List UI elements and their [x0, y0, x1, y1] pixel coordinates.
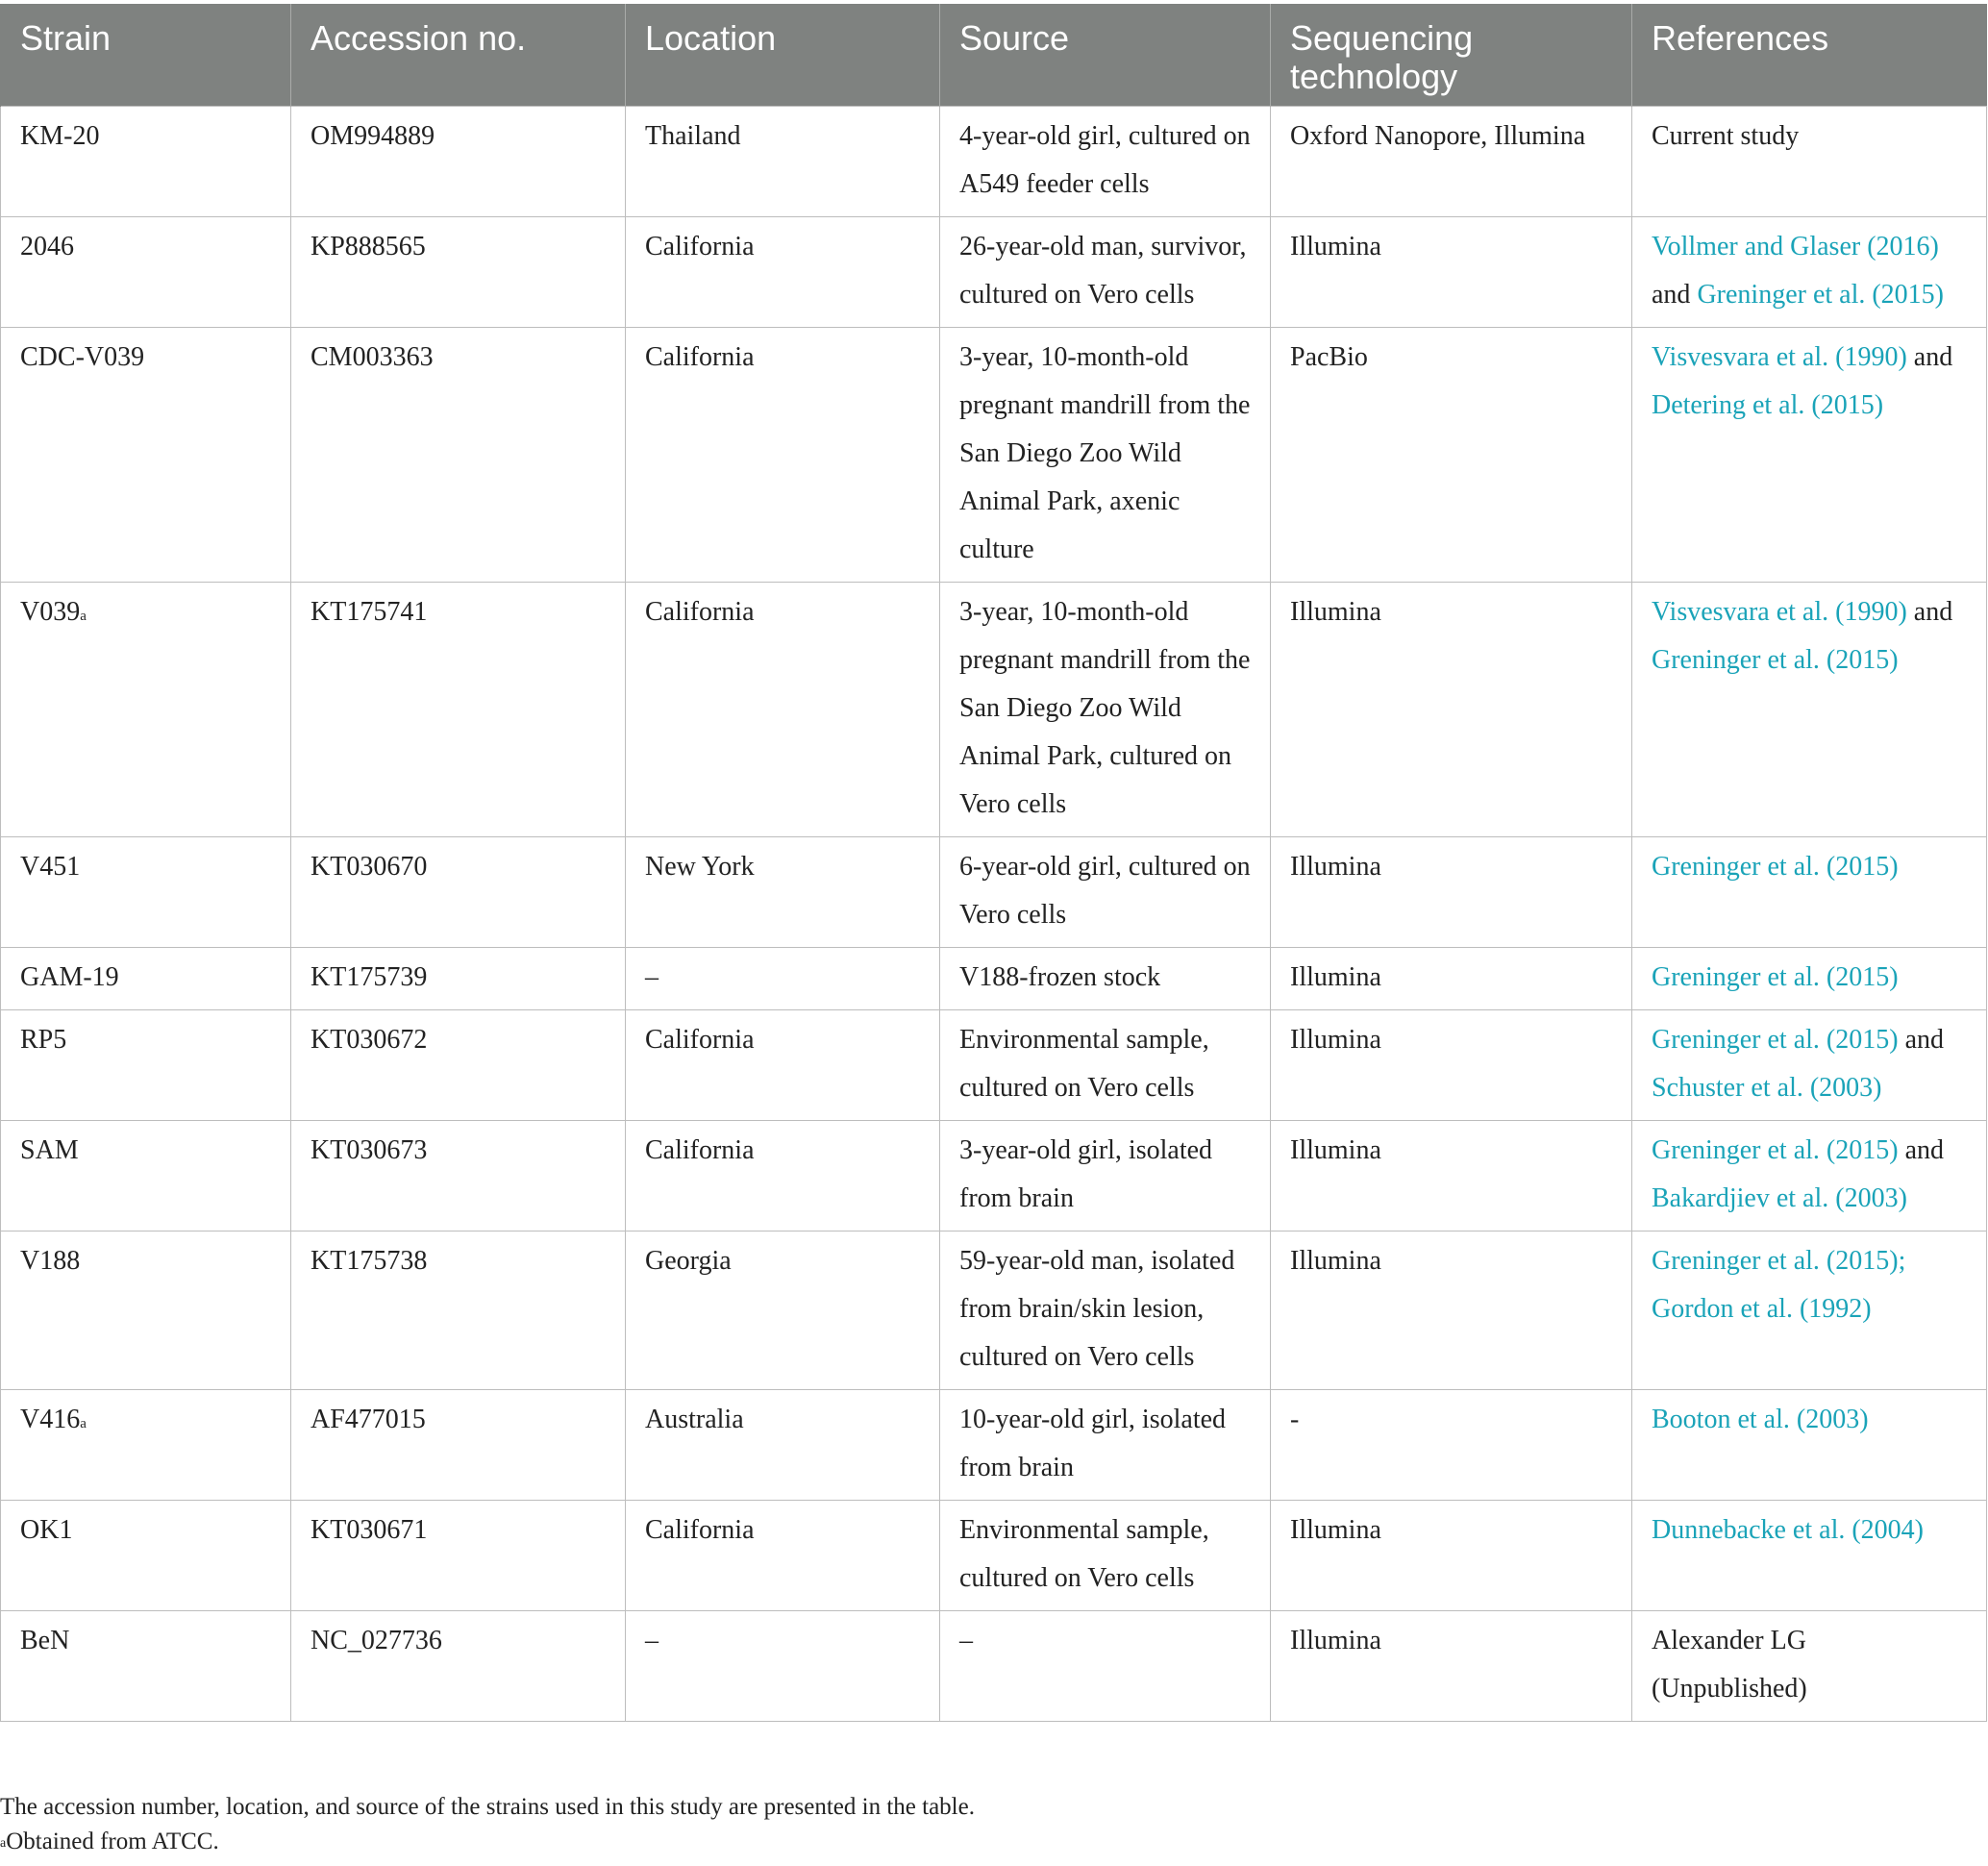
strain-name: KM-20 — [20, 121, 100, 151]
strain-name: SAM — [20, 1135, 79, 1165]
cell-sequencing-technology: Illumina — [1271, 1611, 1632, 1722]
reference-link[interactable]: Greninger et al. (2015) — [1697, 280, 1945, 310]
cell-sequencing-technology: Illumina — [1271, 837, 1632, 948]
header-location: Location — [626, 4, 940, 107]
table-header-row — [1, 4, 1987, 107]
strain-footnote-mark: a — [80, 1416, 87, 1431]
cell-strain — [1, 1390, 291, 1501]
cell-source: 6-year-old girl, cultured on Vero cells — [940, 837, 1271, 948]
cell-accession: KT030672 — [291, 1010, 626, 1121]
reference-text: and — [1906, 342, 1953, 372]
cell-source: 10-year-old girl, isolated from brain — [940, 1390, 1271, 1501]
cell-source: Environmental sample, cultured on Vero cells — [940, 1010, 1271, 1121]
reference-text: and — [1652, 280, 1698, 310]
reference-link[interactable]: Greninger et al. (2015) — [1652, 852, 1899, 882]
header-sequencing-technology: Sequencing technology — [1271, 4, 1632, 107]
reference-link[interactable]: Dunnebacke et al. (2004) — [1652, 1515, 1924, 1545]
cell-references — [1632, 217, 1987, 328]
reference-link[interactable]: Greninger et al. (2015) — [1652, 645, 1899, 675]
cell-location: – — [626, 1611, 940, 1722]
cell-strain — [1, 217, 291, 328]
cell-strain — [1, 837, 291, 948]
cell-accession: KT030671 — [291, 1501, 626, 1611]
cell-references — [1632, 107, 1987, 217]
footnote-a-mark: a — [0, 1836, 7, 1851]
cell-source: 59-year-old man, isolated from brain/skin lesion, cultured on Vero cells — [940, 1232, 1271, 1390]
cell-sequencing-technology: Illumina — [1271, 583, 1632, 837]
cell-location: California — [626, 1010, 940, 1121]
cell-source: 26-year-old man, survivor, cultured on Vero cells — [940, 217, 1271, 328]
table-row — [1, 1501, 1987, 1611]
cell-accession: KP888565 — [291, 217, 626, 328]
strain-table-container — [0, 4, 1986, 1722]
cell-references — [1632, 1390, 1987, 1501]
strain-name: V451 — [20, 852, 81, 882]
cell-sequencing-technology: Illumina — [1271, 217, 1632, 328]
reference-link[interactable]: Greninger et al. (2015) — [1652, 1025, 1899, 1055]
footnote-note: The accession number, location, and source of the strains used in this study are presented in the table. — [0, 1794, 975, 1820]
reference-link[interactable]: Visvesvara et al. (1990) — [1652, 342, 1907, 372]
cell-accession: OM994889 — [291, 107, 626, 217]
table-row — [1, 107, 1987, 217]
cell-accession: CM003363 — [291, 328, 626, 583]
header-accession: Accession no. — [291, 4, 626, 107]
cell-accession: NC_027736 — [291, 1611, 626, 1722]
cell-location: Georgia — [626, 1232, 940, 1390]
cell-strain — [1, 1501, 291, 1611]
cell-location: California — [626, 328, 940, 583]
table-row — [1, 948, 1987, 1010]
reference-text: and — [1898, 1025, 1945, 1055]
cell-source: V188-frozen stock — [940, 948, 1271, 1010]
cell-sequencing-technology: Illumina — [1271, 948, 1632, 1010]
cell-references — [1632, 837, 1987, 948]
cell-strain — [1, 1611, 291, 1722]
table-row — [1, 583, 1987, 837]
table-row — [1, 837, 1987, 948]
cell-accession: KT175741 — [291, 583, 626, 837]
strain-name: GAM-19 — [20, 962, 119, 992]
reference-text: and — [1898, 1135, 1945, 1165]
footnote-a — [0, 1825, 975, 1859]
cell-strain — [1, 328, 291, 583]
cell-references — [1632, 1611, 1987, 1722]
table-body — [1, 107, 1987, 1722]
cell-location: California — [626, 1501, 940, 1611]
footnote-a-text: Obtained from ATCC. — [6, 1829, 219, 1854]
cell-sequencing-technology: Illumina — [1271, 1121, 1632, 1232]
table-footnotes — [0, 1790, 975, 1859]
cell-strain — [1, 1121, 291, 1232]
cell-source: 3-year-old girl, isolated from brain — [940, 1121, 1271, 1232]
table-row — [1, 1232, 1987, 1390]
reference-link[interactable]: Vollmer and Glaser (2016) — [1652, 232, 1939, 261]
reference-link[interactable]: Booton et al. (2003) — [1652, 1405, 1869, 1434]
cell-location: New York — [626, 837, 940, 948]
strain-footnote-mark: a — [80, 609, 87, 624]
reference-link[interactable]: Greninger et al. (2015); — [1652, 1246, 1906, 1276]
cell-sequencing-technology: Illumina — [1271, 1010, 1632, 1121]
cell-source: Environmental sample, cultured on Vero cells — [940, 1501, 1271, 1611]
cell-location: California — [626, 1121, 940, 1232]
cell-source: 3-year, 10-month-old pregnant mandrill from the San Diego Zoo Wild Animal Park, cultured on Vero cells — [940, 583, 1271, 837]
strain-name: 2046 — [20, 232, 74, 261]
table-row — [1, 217, 1987, 328]
reference-link[interactable]: Greninger et al. (2015) — [1652, 962, 1899, 992]
cell-sequencing-technology: Illumina — [1271, 1232, 1632, 1390]
cell-sequencing-technology: PacBio — [1271, 328, 1632, 583]
table-row — [1, 1390, 1987, 1501]
strain-name: CDC-V039 — [20, 342, 145, 372]
cell-location: Australia — [626, 1390, 940, 1501]
header-source: Source — [940, 4, 1271, 107]
header-references: References — [1632, 4, 1987, 107]
cell-references — [1632, 948, 1987, 1010]
strain-name: BeN — [20, 1626, 70, 1655]
cell-references — [1632, 1010, 1987, 1121]
strain-name: RP5 — [20, 1025, 67, 1055]
reference-link[interactable]: Gordon et al. (1992) — [1652, 1294, 1872, 1324]
cell-references — [1632, 1501, 1987, 1611]
cell-source: 4-year-old girl, cultured on A549 feeder cells — [940, 107, 1271, 217]
reference-text: Current study — [1652, 121, 1800, 151]
cell-references — [1632, 328, 1987, 583]
strain-name: V039 — [20, 597, 81, 627]
cell-strain — [1, 1010, 291, 1121]
cell-accession: KT175738 — [291, 1232, 626, 1390]
cell-sequencing-technology: - — [1271, 1390, 1632, 1501]
table-row — [1, 328, 1987, 583]
cell-references — [1632, 1232, 1987, 1390]
cell-location: California — [626, 217, 940, 328]
cell-accession: KT030673 — [291, 1121, 626, 1232]
cell-location: – — [626, 948, 940, 1010]
cell-references — [1632, 1121, 1987, 1232]
table-row — [1, 1121, 1987, 1232]
reference-text: Alexander LG (Unpublished) — [1652, 1626, 1807, 1704]
cell-accession: KT030670 — [291, 837, 626, 948]
strain-table — [0, 4, 1987, 1722]
reference-link[interactable]: Bakardjiev et al. (2003) — [1652, 1183, 1907, 1213]
cell-strain — [1, 948, 291, 1010]
cell-location: Thailand — [626, 107, 940, 217]
table-row — [1, 1010, 1987, 1121]
reference-link[interactable]: Detering et al. (2015) — [1652, 390, 1884, 420]
header-strain: Strain — [1, 4, 291, 107]
cell-strain — [1, 107, 291, 217]
reference-link[interactable]: Visvesvara et al. (1990) — [1652, 597, 1907, 627]
reference-link[interactable]: Schuster et al. (2003) — [1652, 1073, 1882, 1103]
cell-sequencing-technology: Illumina — [1271, 1501, 1632, 1611]
reference-text: and — [1906, 597, 1953, 627]
strain-name: V416 — [20, 1405, 81, 1434]
cell-accession: AF477015 — [291, 1390, 626, 1501]
cell-references — [1632, 583, 1987, 837]
cell-source: – — [940, 1611, 1271, 1722]
strain-name: V188 — [20, 1246, 81, 1276]
cell-location: California — [626, 583, 940, 837]
table-row — [1, 1611, 1987, 1722]
cell-strain — [1, 1232, 291, 1390]
cell-strain — [1, 583, 291, 837]
cell-accession: KT175739 — [291, 948, 626, 1010]
cell-sequencing-technology: Oxford Nanopore, Illumina — [1271, 107, 1632, 217]
cell-source: 3-year, 10-month-old pregnant mandrill from the San Diego Zoo Wild Animal Park, axenic culture — [940, 328, 1271, 583]
reference-link[interactable]: Greninger et al. (2015) — [1652, 1135, 1899, 1165]
strain-name: OK1 — [20, 1515, 73, 1545]
